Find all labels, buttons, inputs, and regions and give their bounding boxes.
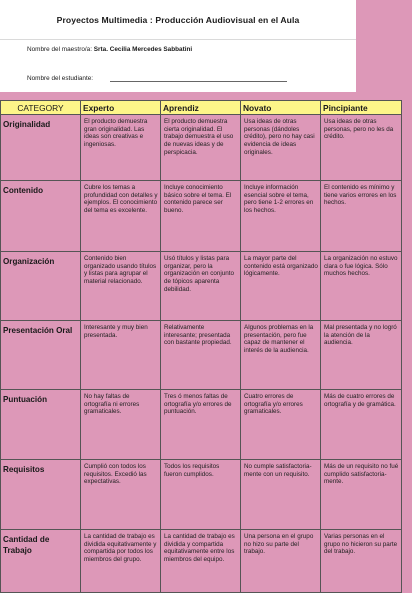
- criterion-cell: Contenido: [1, 181, 81, 252]
- table-row: [1, 181, 402, 252]
- criterion-cell: Puntuación: [1, 390, 81, 460]
- teacher-label: Nombre del maestro/a:: [27, 46, 92, 53]
- criterion-cell: Cantidad de Trabajo: [1, 530, 81, 593]
- table-cell: Usa ideas de otras personas (dándoles crédito), pero no hay casi evidencia de ideas originales.: [241, 115, 321, 181]
- table-cell: No hay faltas de ortografía ni errores gramaticales.: [81, 390, 161, 460]
- teacher-name: Srta. Cecilia Mercedes Sabbatini: [93, 46, 193, 53]
- criterion-cell: Organización: [1, 252, 81, 321]
- table-cell: El producto demuestra gran originalidad. Las ideas son creativas e ingeniosas.: [81, 115, 161, 181]
- table-cell: Más de un requisito no fué cumplido satisfactoria- mente.: [321, 460, 402, 530]
- student-label: Nombre del estudiante:: [27, 75, 94, 82]
- table-row: [1, 321, 402, 390]
- table-cell: Relativamente interesante; presentada con bastante propiedad.: [161, 321, 241, 390]
- table-cell: Una persona en el grupo no hizo su parte del trabajo.: [241, 530, 321, 593]
- student-line: [27, 74, 287, 82]
- table-cell: Incluye información esencial sobre el tema, pero tiene 1-2 errores en los hechos.: [241, 181, 321, 252]
- column-header-experto: Experto: [81, 101, 161, 115]
- table-cell: Contenido bien organizado usando títulos y listas para agrupar el material relacionado.: [81, 252, 161, 321]
- table-cell: Interesante y muy bien presentada.: [81, 321, 161, 390]
- table-cell: Varias personas en el grupo no hicieron su parte del trabajo.: [321, 530, 402, 593]
- table-cell: La organización no estuvo clara o fue lógica. Sólo muchos hechos.: [321, 252, 402, 321]
- criterion-cell: Requisitos: [1, 460, 81, 530]
- table-cell: La cantidad de trabajo es dividida equitativamente y compartida por todos los miembros del grupo.: [81, 530, 161, 593]
- table-row: [1, 390, 402, 460]
- table-cell: Algunos problemas en la presentación, pero fue capaz de mantener el interés de la audiencia.: [241, 321, 321, 390]
- table-cell: Cuatro errores de ortografía y/o errores gramaticales.: [241, 390, 321, 460]
- table-cell: Cumplió con todos los requisitos. Excedió las expectativas.: [81, 460, 161, 530]
- table-cell: Más de cuatro errores de ortografía y de gramática.: [321, 390, 402, 460]
- table-cell: El contenido es mínimo y tiene varios errores en los hechos.: [321, 181, 402, 252]
- criterion-cell: Originalidad: [1, 115, 81, 181]
- column-header-category: CATEGORY: [1, 101, 81, 115]
- student-name-blank: [110, 74, 287, 82]
- table-cell: La mayor parte del contenido está organizado lógicamente.: [241, 252, 321, 321]
- table-cell: Cubre los temas a profundidad con detalles y ejemplos. El conocimiento del tema es excelente.: [81, 181, 161, 252]
- table-cell: El producto demuestra cierta originalidad. El trabajo demuestra el uso de nuevas ideas y de perspicacia.: [161, 115, 241, 181]
- column-header-novato: Novato: [241, 101, 321, 115]
- criterion-cell: Presentación Oral: [1, 321, 81, 390]
- table-row: [1, 530, 402, 593]
- table-row: [1, 460, 402, 530]
- table-cell: Usó títulos y listas para organizar, pero la organización en conjunto de tópicos aparenta debilidad.: [161, 252, 241, 321]
- rubric-header: [0, 0, 356, 92]
- table-cell: No cumple satisfactoria- mente con un requisito.: [241, 460, 321, 530]
- table-cell: Mal presentada y no logró la atención de la audiencia.: [321, 321, 402, 390]
- table-cell: Tres ó menos faltas de ortografía y/o errores de puntuación.: [161, 390, 241, 460]
- table-row: [1, 115, 402, 181]
- rubric-table: [0, 100, 402, 593]
- column-header-aprendiz: Aprendiz: [161, 101, 241, 115]
- table-cell: Usa ideas de otras personas, pero no les da crédito.: [321, 115, 402, 181]
- teacher-line: [27, 46, 192, 53]
- table-row: [1, 252, 402, 321]
- table-cell: Incluye conocimiento básico sobre el tema. El contenido parece ser bueno.: [161, 181, 241, 252]
- table-cell: Todos los requisitos fueron cumplidos.: [161, 460, 241, 530]
- table-cell: La cantidad de trabajo es dividida y compartida equitativamente entre los miembros del equipo.: [161, 530, 241, 593]
- page-title: Proyectos Multimedia : Producción Audiovisual en el Aula: [56, 15, 300, 25]
- header-divider: [0, 39, 356, 40]
- column-header-pincipiante: Pincipiante: [321, 101, 402, 115]
- header-row: [1, 101, 402, 115]
